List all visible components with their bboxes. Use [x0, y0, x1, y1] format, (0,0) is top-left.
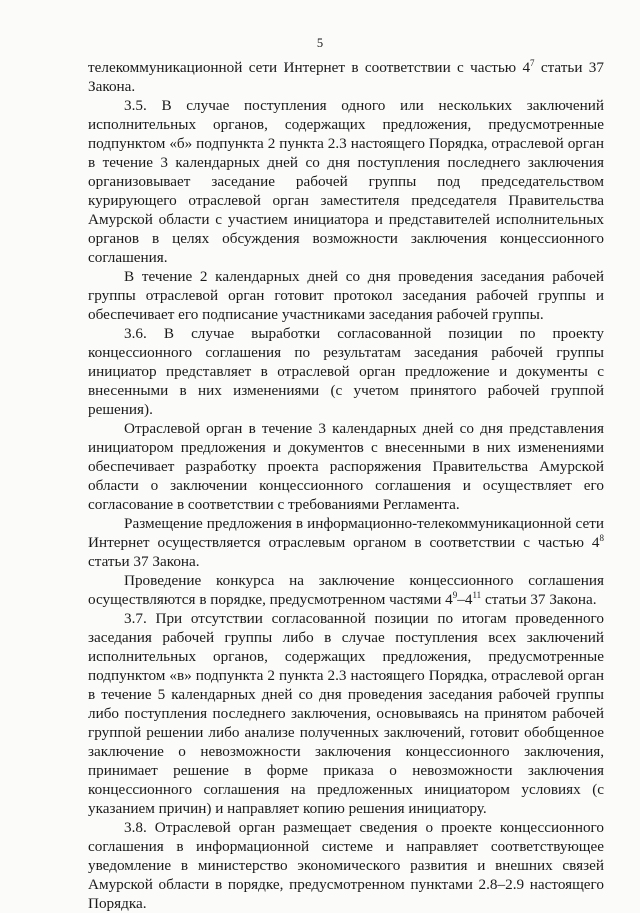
paragraph-text: телекоммуникационной сети Интернет в соответствии с частью 4 — [88, 59, 531, 76]
paragraph-text: статьи 37 Закона. — [88, 553, 200, 570]
paragraph-text: –4 — [457, 591, 473, 608]
paragraph-p2 — [88, 267, 604, 324]
footnote-superscript: 9 — [452, 590, 458, 600]
paragraph-p8 — [88, 818, 604, 913]
paragraph-p6 — [88, 571, 604, 609]
footnote-superscript: 7 — [530, 58, 535, 68]
page-number: 5 — [316, 36, 324, 50]
paragraph-p5 — [88, 514, 604, 571]
paragraph-text: В течение 2 календарных дней со дня проведения заседания рабочей группы отраслевой орган готовит протокол заседания рабочей группы и обеспечивает его подписание участниками заседания рабочей группы. — [88, 268, 604, 323]
paragraph-p1 — [88, 96, 604, 267]
paragraph-text: Отраслевой орган в течение 3 календарных дней со дня представления инициатором предложения и документов с внесенными в них изменениями обеспечивает разработку проекта распоряжения Правительства Амурской области о заключении концессионного соглашения и осуществляет его согласование в соответствии с требованиями Регламента. — [88, 420, 604, 513]
paragraph-p4 — [88, 419, 604, 514]
footnote-superscript: 8 — [599, 533, 604, 543]
paragraph-p7 — [88, 609, 604, 818]
paragraph-text: Проведение конкурса на заключение концессионного соглашения осуществляются в порядке, предусмотренном частями 4 — [88, 572, 604, 608]
paragraph-text: 3.8. Отраслевой орган размещает сведения о проекте концессионного соглашения в информационной системе и направляет соответствующее уведомление в министерство экономического развития и внешних связей Амурской области в порядке, предусмотренном пунктами 2.8–2.9 настоящего Порядка. — [88, 819, 604, 912]
paragraph-p0 — [88, 58, 604, 96]
paragraph-text: статьи 37 Закона. — [88, 59, 604, 95]
paragraph-text: 3.7. При отсутствии согласованной позиции по итогам проведенного заседания рабочей группы либо в случае поступления всех заключений исполнительных органов, содержащих предложения, предусмотренные подпунктом «в» подпункта 2 пункта 2.3 настоящего Порядка, отраслевой орган в течение 5 календарных дней со дня проведения заседания рабочей группы либо поступления последнего заключения, основываясь на принятом рабочей группой решении либо анализе полученных заключений, готовит обобщенное заключение о невозможности заключения концессионного заключения, принимает решение в форме приказа о невозможности заключения концессионного соглашения на предложенных инициатором условиях (с указанием причин) и направляет копию решения инициатору. — [88, 610, 604, 817]
paragraph-text: Размещение предложения в информационно-телекоммуникационной сети Интернет осуществляется отраслевым органом в соответствии с частью 4 — [88, 515, 604, 551]
paragraph-text: 3.5. В случае поступления одного или нескольких заключений исполнительных органов, содержащих предложения, предусмотренные подпунктом «б» подпункта 2 пункта 2.3 настоящего Порядка, отраслевой орган в течение 3 календарных дней со дня поступления последнего заключения организовывает заседание рабочей группы под председательством курирующего отраслевой орган заместителя председателя Правительства Амурской области с участием инициатора и представителей исполнительных органов в целях обсуждения возможности заключения концессионного соглашения. — [88, 97, 604, 266]
paragraph-p3 — [88, 324, 604, 419]
footnote-superscript: 11 — [472, 590, 482, 600]
document-body — [88, 58, 604, 913]
paragraph-text: статьи 37 Закона. — [481, 591, 597, 608]
paragraph-text: 3.6. В случае выработки согласованной позиции по проекту концессионного соглашения по результатам заседания рабочей группы инициатор представляет в отраслевой орган предложение и документы с внесенными в них изменениями (с учетом принятого рабочей группой решения). — [88, 325, 604, 418]
